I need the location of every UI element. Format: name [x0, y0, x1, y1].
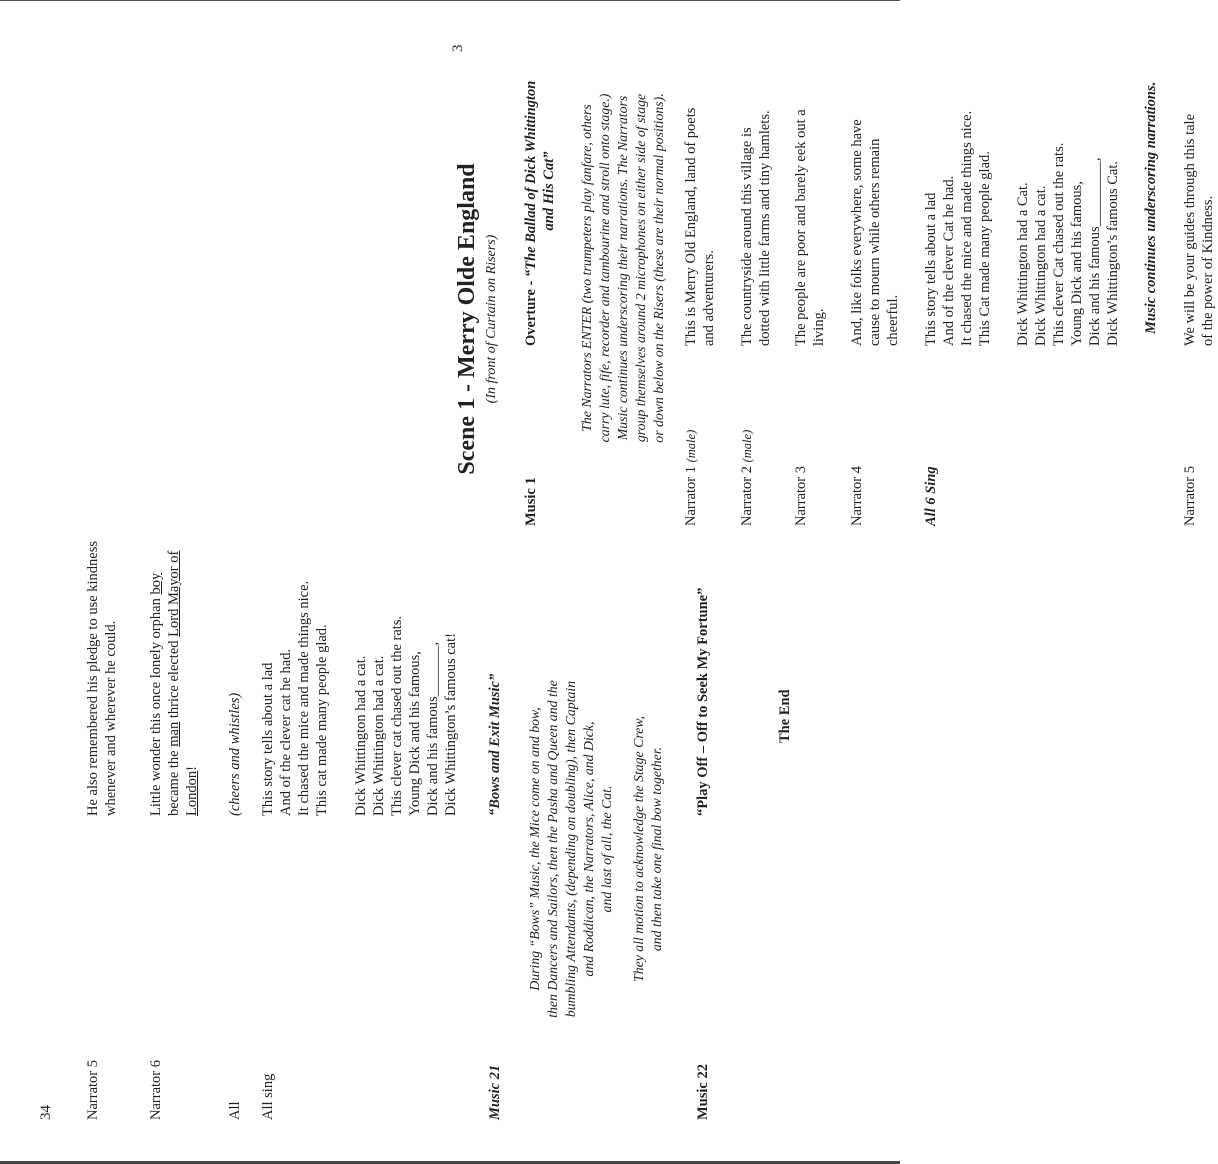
lyric-line: Dick Whittington had a Cat.: [1015, 182, 1031, 346]
lyric-line: Young Dick and his famous,: [407, 651, 423, 816]
lyric-line: Dick Whittington had a cat.: [371, 655, 387, 816]
dialogue-line: whenever and wherever he could.: [103, 620, 119, 816]
lyric-line: Dick and his famous_________,: [1087, 157, 1103, 346]
stage-direction: and last of all, the Cat.: [599, 785, 614, 913]
role-label: Narrator 5: [85, 1060, 101, 1120]
stage-direction: During “Bows” Music, the Mice come on and bow,: [527, 707, 542, 991]
dialogue-line: London!: [184, 766, 200, 816]
dialogue-line: cheerful.: [885, 294, 901, 346]
dialogue-line: dotted with little farms and tiny hamlets.: [757, 110, 773, 346]
role-label: All sing: [260, 1073, 276, 1120]
stage-direction: and then take one final bow together.: [649, 746, 664, 952]
lyric-line: Dick Whittington’s famous cat!: [443, 633, 459, 816]
lyric-line: It chased the mice and made things nice.: [296, 580, 312, 816]
the-end: The End: [777, 689, 793, 743]
stage-direction: and Roddican, the Narrators, Alice, and Dick,: [581, 721, 596, 977]
role-label: All 6 Sing: [923, 466, 939, 526]
dialogue-line: cause to mourn while others remain: [867, 138, 883, 346]
dialogue-line: And, like folks everywhere, some have: [849, 119, 865, 346]
lyric-line: This Cat made many people glad.: [977, 151, 993, 346]
stage-direction: then Dancers and Sailors, then the Pasha and Queen and the: [545, 680, 560, 1018]
stage-direction: or down below on the Risers (these are their normal positions).: [651, 93, 666, 443]
role-label: Narrator 5: [1182, 466, 1198, 526]
stage-direction: The Narrators ENTER (two trumpeters play fanfare, others: [579, 104, 594, 432]
music-cue-title: “Play Off – Off to Seek My Fortune”: [695, 587, 711, 816]
lyric-line: This clever cat chased out the rats.: [389, 615, 405, 816]
lyric-line: This story tells about a lad: [923, 192, 939, 346]
lyric-line: And of the clever Cat he had.: [941, 175, 957, 346]
lyric-line: This cat made many people glad.: [314, 624, 330, 816]
lyric-line: Dick Whittington had a cat.: [353, 655, 369, 816]
lyric-line: Dick Whittington’s famous Cat.: [1105, 161, 1121, 346]
stage-direction: They all motion to acknowledge the Stage Crew,: [631, 716, 646, 982]
scene-subtitle: (In front of Curtain on Risers): [484, 234, 499, 404]
stage-direction-inline: (cheers and whistles): [227, 692, 243, 816]
stage-direction: Music continues underscoring their narrations. The Narrators: [615, 95, 630, 441]
dialogue-line: became the man thrice elected Lord Mayor of: [166, 550, 182, 816]
dialogue-line: and adventurers.: [701, 250, 717, 346]
dialogue-line: He also remembered his pledge to use kindness: [85, 540, 101, 816]
role-label: Narrator 2 (male): [739, 429, 755, 526]
dialogue-line: of the power of Kindness.: [1200, 195, 1216, 346]
music-cue-title: “Bows and Exit Music”: [487, 673, 503, 816]
role-label: All: [227, 1101, 243, 1120]
right-page: [450, 0, 1216, 1164]
scene-title: Scene 1 - Merry Olde England: [454, 163, 480, 475]
dialogue-line: living.: [811, 308, 827, 346]
lyric-line: And of the clever cat he had.: [278, 648, 294, 816]
music-cue-label: Music 21: [487, 1064, 503, 1120]
lyric-line: Young Dick and his famous,: [1069, 181, 1085, 346]
music-cue-label: Music 22: [695, 1064, 711, 1120]
stage-direction: carry lute, fife, recorder and tambourine and stroll onto stage.): [597, 93, 612, 443]
role-label: Narrator 6: [148, 1060, 164, 1120]
dialogue-line: We will be your guides through this tale: [1182, 114, 1198, 346]
dialogue-line: The people are poor and barely eek out a: [793, 109, 809, 346]
stage-direction: group themselves around 2 microphones on either side of stage: [633, 93, 648, 443]
dialogue-line: Little wonder this once lonely orphan boy: [148, 572, 164, 816]
dialogue-line: The countryside around this village is: [739, 127, 755, 346]
dialogue-line: This is Merry Old England, land of poets: [683, 107, 699, 346]
role-label: Narrator 3: [793, 466, 809, 526]
music-cue-title: and His Cat”: [541, 151, 557, 231]
role-label: Narrator 1 (male): [683, 429, 699, 526]
music-note: Music continues underscoring narrations.: [1143, 81, 1159, 334]
role-label: Narrator 4: [849, 466, 865, 526]
page-number: 3: [450, 44, 466, 52]
lyric-line: It chased the mice and made things nice.: [959, 110, 975, 346]
stage-direction: bumbling Attendants, (depending on doubling), then Captain: [563, 680, 578, 1018]
lyric-line: This story tells about a lad: [260, 662, 276, 816]
music-cue-title: Overture - “The Ballad of Dick Whittington: [523, 80, 539, 346]
lyric-line: Dick and his famous_______,: [425, 642, 441, 816]
page-number: 34: [38, 1105, 54, 1120]
music-cue-label: Music 1: [523, 477, 539, 526]
lyric-line: This clever Cat chased out the rats.: [1051, 142, 1067, 346]
lyric-line: Dick Whittington had a cat.: [1033, 185, 1049, 346]
